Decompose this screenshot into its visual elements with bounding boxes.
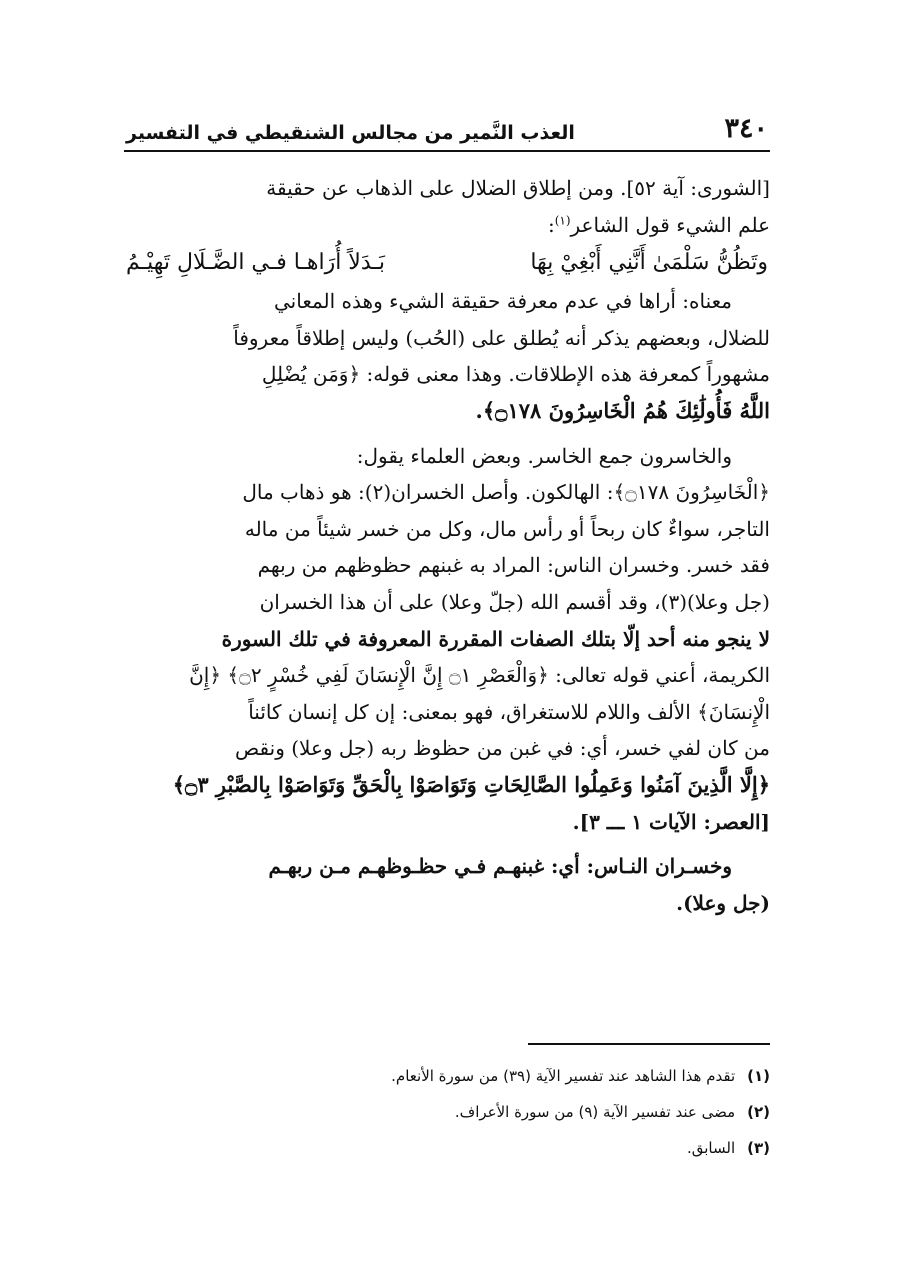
text-line: معناه: أراها في عدم معرفة حقيقة الشيء وهذه المعاني (274, 289, 732, 314)
text-line: التاجر، سواءٌ كان ربحاً أو رأس مال، وكل من خسر شيئاً من ماله (244, 516, 770, 541)
poetry-verse (124, 243, 770, 283)
footnote-ref: (١) (554, 212, 571, 227)
footnote-number: (١) (747, 1067, 770, 1085)
footnote-text: السابق. (686, 1139, 736, 1157)
footnote-text: مضى عند تفسير الآية (٩) من سورة الأعراف. (454, 1103, 736, 1121)
text-line: فقد خسر. وخسران الناس: المراد به غبنهم حظوظهم من ربهم (257, 553, 770, 578)
footnote-number: (٣) (747, 1139, 770, 1157)
text-line: للضلال، وبعضهم يذكر أنه يُطلق على (الحُب) وليس إطلاقاً معروفاً (233, 325, 770, 350)
verse-first-hemistich: وتَظُنُّ سَلْمَىٰ أَنَّنِي أَبْغِيْ بِهَا (530, 250, 768, 276)
page-number: ٣٤٠ (724, 113, 768, 144)
text-line: (جل وعلا). (676, 890, 770, 915)
text-line (124, 207, 770, 244)
running-title: العذب النَّمير من مجالس الشنقيطي في التفسير (126, 122, 575, 144)
text-line: ﴿الْخَاسِرُونَ ۝١٧٨﴾: الهالكون. وأصل الخسران(٢): هو ذهاب مال (242, 480, 770, 505)
footnote-item (130, 1058, 770, 1094)
footnotes (130, 1058, 770, 1166)
page-body (124, 170, 770, 921)
footnote-number: (٢) (747, 1103, 770, 1121)
text-line: مشهوراً كمعرفة هذه الإطلاقات. وهذا معنى قوله: ﴿وَمَن يُضْلِلِ (261, 362, 770, 387)
verse-second-hemistich: بَـدَلاً أُرَاهـا فـي الضَّـلَالِ تَهِيْـمُ (126, 250, 385, 276)
text-line: (جل وعلا)(٣)، وقد أقسم الله (جلّ وعلا) على أن هذا الخسران (259, 589, 770, 614)
footnote-item (130, 1130, 770, 1166)
text-line: الكريمة، أعني قوله تعالى: ﴿وَالْعَصْرِ ۝١ إِنَّ الْإِنسَانَ لَفِي خُسْرٍ ۝٢﴾ ﴿إِنَّ (189, 663, 770, 688)
text-line: من كان لفي خسر، أي: في غبن من حظوظ ربه (جل وعلا) ونقص (235, 736, 770, 761)
footnote-item (130, 1094, 770, 1130)
text-line: [العصر: الآيات ١ ـــ ٣]. (572, 809, 770, 834)
footnote-text: تقدم هذا الشاهد عند تفسير الآية (٣٩) من سورة الأنعام. (391, 1067, 736, 1085)
quran-line: ﴿إِلَّا الَّذِينَ آمَنُوا وَعَمِلُوا الصَّالِحَاتِ وَتَوَاصَوْا بِالْحَقِّ وَتَوَاصَوْا بِالصَّبْرِ ۝٣﴾ (172, 771, 770, 797)
book-page (124, 100, 770, 921)
text-line: وخسـران النـاس: أي: غبنهـم فـي حظـوظهـم مـن ربهـم (268, 854, 732, 879)
footnote-separator (528, 1043, 770, 1045)
text-segment: علم الشيء قول الشاعر (570, 212, 770, 237)
quran-line: اللَّهُ فَأُولَٰئِكَ هُمُ الْخَاسِرُونَ ۝١٧٨﴾. (475, 397, 770, 423)
text-line: [الشورى: آية ٥٢]. ومن إطلاق الضلال على الذهاب عن حقيقة (266, 176, 770, 200)
text-line: لا ينجو منه أحد إلّا بتلك الصفات المقررة المعروفة في تلك السورة (221, 626, 770, 651)
page-header (124, 100, 770, 152)
colon: : (547, 212, 555, 237)
text-line: الْإِنسَانَ﴾ الألف واللام للاستغراق، فهو بمعنى: إن كل إنسان كائناً (248, 699, 770, 724)
text-line: والخاسرون جمع الخاسر. وبعض العلماء يقول: (356, 443, 732, 468)
